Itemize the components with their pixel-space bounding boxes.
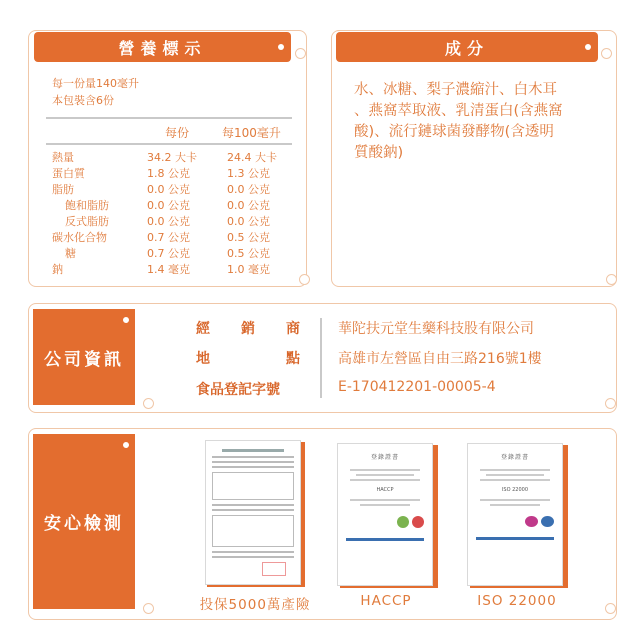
corner-ring-icon bbox=[606, 274, 617, 285]
insurance-caption: 投保5000萬產險 bbox=[199, 597, 311, 613]
ingredients-line: 水、冰糖、梨子濃縮汁、白木耳 bbox=[354, 82, 557, 98]
cert-title: 登錄證書 bbox=[500, 454, 529, 461]
col-per-serving: 每份 bbox=[165, 126, 190, 140]
table-row bbox=[52, 149, 292, 165]
haccp-caption: HACCP bbox=[360, 593, 412, 609]
serving-size: 每一份量140毫升 bbox=[52, 77, 139, 90]
per-100ml-value: 1.3 公克 bbox=[227, 167, 270, 180]
nutrition-header bbox=[34, 32, 291, 62]
vertical-divider bbox=[320, 318, 322, 398]
label-char: 商 bbox=[286, 321, 300, 337]
per-100ml-value: 0.0 公克 bbox=[227, 199, 270, 212]
table-row bbox=[52, 181, 292, 197]
nutrient-name: 反式脂肪 bbox=[65, 215, 109, 228]
iso-caption: ISO 22000 bbox=[477, 593, 557, 609]
per-serving-value: 34.2 大卡 bbox=[147, 151, 197, 164]
corner-ring-icon bbox=[601, 48, 612, 59]
company-label-distributor bbox=[196, 318, 300, 338]
table-row bbox=[52, 261, 292, 277]
ingredients-header bbox=[336, 32, 598, 62]
ingredients-line: 酸)、流行鏈球菌發酵物(含透明 bbox=[354, 124, 554, 140]
table-row bbox=[52, 197, 292, 213]
corner-ring-icon bbox=[143, 398, 154, 409]
taf-seal-icon bbox=[525, 516, 538, 527]
corner-ring-icon bbox=[299, 274, 310, 285]
cert-standard: HACCP bbox=[376, 487, 394, 493]
per-serving-value: 0.7 公克 bbox=[147, 247, 190, 260]
per-100ml-value: 0.0 公克 bbox=[227, 183, 270, 196]
cert-standard: ISO 22000 bbox=[501, 487, 529, 493]
nutrient-name: 蛋白質 bbox=[52, 167, 85, 180]
table-row bbox=[52, 245, 292, 261]
per-serving-value: 1.4 毫克 bbox=[147, 263, 190, 276]
per-serving-value: 0.7 公克 bbox=[147, 231, 190, 244]
iaf-seal-icon bbox=[541, 516, 554, 527]
servings-per-pack: 本包裝含6份 bbox=[52, 94, 114, 107]
ingredients-title: 成分 bbox=[444, 38, 489, 58]
cert-title: 登錄證書 bbox=[370, 454, 399, 461]
per-100ml-value: 0.5 公克 bbox=[227, 231, 270, 244]
per-serving-value: 1.8 公克 bbox=[147, 167, 190, 180]
label-char: 點 bbox=[286, 351, 300, 367]
company-label-registration: 食品登記字號 bbox=[196, 382, 280, 398]
per-serving-value: 0.0 公克 bbox=[147, 199, 190, 212]
per-100ml-value: 1.0 毫克 bbox=[227, 263, 270, 276]
label-char: 銷 bbox=[241, 321, 255, 337]
company-name: 華陀扶元堂生藥科技股有限公司 bbox=[338, 321, 534, 337]
iso-document-image bbox=[467, 443, 563, 586]
dot-icon bbox=[123, 442, 129, 448]
per-100ml-value: 0.0 公克 bbox=[227, 215, 270, 228]
safety-tag bbox=[33, 434, 135, 609]
nutrient-name: 脂肪 bbox=[52, 183, 74, 196]
registration-number: E-170412201-00005-4 bbox=[338, 379, 496, 395]
haccp-document-image bbox=[337, 443, 433, 586]
safety-tag-label: 安心檢測 bbox=[44, 514, 124, 534]
nutrition-title: 營養標示 bbox=[118, 38, 207, 58]
per-100ml-value: 0.5 公克 bbox=[227, 247, 270, 260]
company-tag bbox=[33, 309, 135, 405]
company-label-location bbox=[196, 348, 300, 368]
table-row bbox=[52, 213, 292, 229]
label-char: 地 bbox=[196, 351, 210, 367]
corner-ring-icon bbox=[143, 603, 154, 614]
ingredients-text bbox=[354, 80, 610, 164]
corner-ring-icon bbox=[605, 603, 616, 614]
per-100ml-value: 24.4 大卡 bbox=[227, 151, 277, 164]
nutrition-table bbox=[52, 149, 292, 277]
label-char: 經 bbox=[196, 321, 210, 337]
nutrient-name: 鈉 bbox=[52, 263, 63, 276]
table-row bbox=[52, 229, 292, 245]
ingredients-line: 、燕窩萃取液、乳清蛋白(含燕窩 bbox=[354, 103, 563, 119]
green-seal-icon bbox=[397, 516, 409, 528]
corner-ring-icon bbox=[605, 398, 616, 409]
table-row bbox=[52, 165, 292, 181]
dot-icon bbox=[278, 44, 284, 50]
divider bbox=[46, 143, 292, 145]
insurance-document-image bbox=[205, 440, 301, 585]
nutrient-name: 碳水化合物 bbox=[52, 231, 107, 244]
company-tag-label: 公司資訊 bbox=[44, 349, 124, 370]
divider bbox=[46, 117, 292, 119]
dot-icon bbox=[123, 317, 129, 323]
per-serving-value: 0.0 公克 bbox=[147, 215, 190, 228]
nutrient-name: 飽和脂肪 bbox=[65, 199, 109, 212]
red-seal-icon bbox=[412, 516, 424, 528]
dot-icon bbox=[585, 44, 591, 50]
nutrient-name: 糖 bbox=[65, 247, 76, 260]
per-serving-value: 0.0 公克 bbox=[147, 183, 190, 196]
col-per-100ml: 每100毫升 bbox=[222, 126, 281, 140]
ingredients-line: 質酸鈉) bbox=[354, 145, 404, 161]
nutrient-name: 熱量 bbox=[52, 151, 74, 164]
corner-ring-icon bbox=[295, 48, 306, 59]
company-address: 高雄市左營區自由三路216號1樓 bbox=[338, 351, 542, 367]
